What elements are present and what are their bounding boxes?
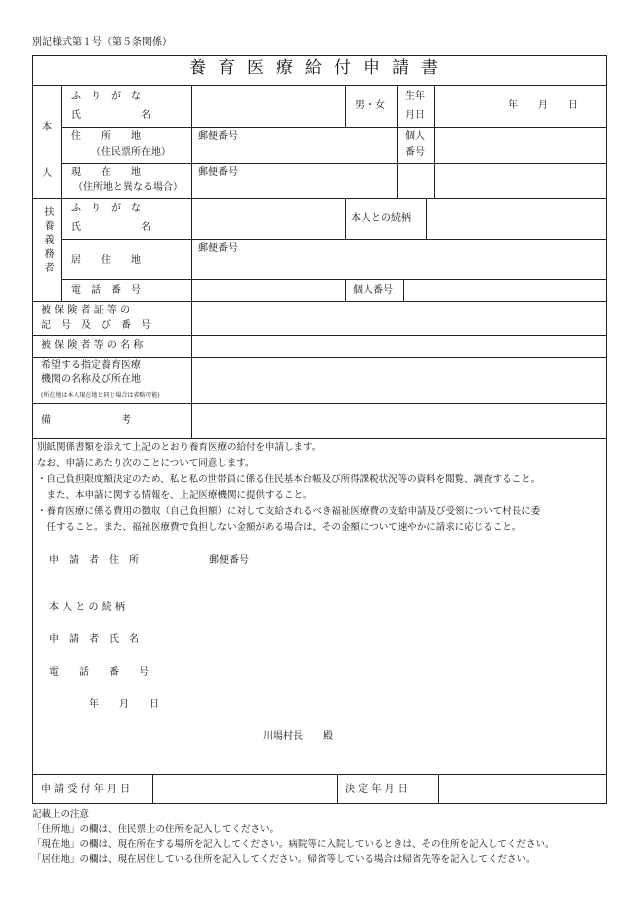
rule	[33, 357, 606, 358]
rule	[152, 774, 153, 804]
address-note: （住民票所在地）	[91, 147, 171, 158]
applicant-address-label: 申 請 者 住 所	[49, 555, 139, 566]
rule	[191, 85, 192, 439]
notes-heading: 記載上の注意	[32, 809, 90, 820]
note-item: 「住所地」の欄は、住民票上の住所を記入してください。	[32, 824, 280, 835]
kojin-label-1: 個人	[405, 131, 425, 142]
rule	[403, 279, 404, 302]
rule	[345, 198, 346, 240]
insurance-cert-label-1: 被 保 険 者 証 等 の	[41, 305, 131, 316]
address-label: 住 所 地	[71, 131, 141, 142]
birth-label-1: 生年	[405, 91, 425, 102]
rule	[33, 403, 606, 404]
honnin-label-2: 人	[42, 168, 52, 179]
kojin-label: 個人番号	[353, 285, 393, 296]
phone-label: 電 話 番 号	[49, 667, 149, 678]
postal-code-label: 郵便番号	[198, 131, 238, 142]
rule	[397, 85, 398, 199]
kojin-label-2: 番号	[405, 147, 425, 158]
relation-label: 本人との続柄	[351, 213, 411, 224]
addressee: 川場村長 殿	[263, 731, 333, 742]
honnin-label-1: 本	[42, 122, 52, 133]
furigana-label: ふ り が な	[71, 91, 141, 102]
statement-line: ・自己負担限度額決定のため、私と私の世帯員に係る住民基本台帳及び所得課税状況等の資料を閲覧、調査すること。	[37, 474, 541, 485]
postal-code-label: 郵便番号	[198, 243, 238, 254]
current-location-label: 現 在 地	[71, 167, 141, 178]
statement-line: また、本申請に関する情報を、上記医療機関に提供すること。	[37, 490, 313, 501]
relation-label: 本 人 と の 続 柄	[49, 602, 125, 613]
rule	[33, 774, 606, 775]
rule	[438, 774, 439, 804]
rule	[337, 774, 338, 804]
birth-label-2: 月日	[405, 110, 425, 121]
rule	[61, 279, 606, 280]
current-location-note: （住所地と異なる場合）	[73, 182, 183, 193]
postal-code-label: 郵便番号	[198, 167, 238, 178]
note-item: 「居住地」の欄は、現在居住している住所を記入してください。帰省等している場合は帰省先等を記入してください。	[32, 854, 536, 865]
name-label: 氏 名	[71, 110, 151, 121]
rule	[61, 163, 606, 164]
rule	[61, 239, 606, 240]
application-form	[32, 55, 607, 804]
remarks-label: 備 考	[41, 415, 131, 426]
residence-label: 居 住 地	[71, 255, 141, 266]
insurer-name-label: 被 保 険 者 等 の 名 称	[41, 340, 144, 351]
form-number: 別記様式第１号（第５条関係）	[32, 37, 172, 48]
rule	[434, 85, 435, 199]
rule	[33, 301, 606, 302]
postal-code-label: 郵便番号	[209, 555, 249, 566]
hospital-label-1: 希望する指定養育医療	[41, 360, 141, 371]
statement-line: ・養育医療に係る費用の徴収（自己負担額）に対して支給されるべき福祉医療費の支給申請及び受領について村長に委	[37, 506, 541, 517]
hospital-note: (所在地は本人現在地と同じ場合は省略可能)	[41, 392, 160, 399]
rule	[345, 85, 346, 128]
sex-field: 男・女	[355, 100, 385, 111]
rule	[426, 198, 427, 240]
hospital-label-2: 機関の名称及び所在地	[41, 374, 141, 385]
fuyo-label: 扶養義務者	[42, 206, 53, 276]
name-label: 氏 名	[71, 222, 151, 233]
statement-line: 別紙関係書類を添えて上記のとおり養育医療の給付を申請します。	[37, 442, 322, 453]
application-date: 年 月 日	[89, 699, 159, 710]
rule	[61, 85, 62, 302]
statement-line: なお、申請にあたり次のことについて同意します。	[37, 458, 255, 469]
birth-value: 年 月 日	[508, 100, 578, 111]
rule	[33, 438, 606, 439]
note-item: 「現在地」の欄は、現在所在する場所を記入してください。病院等に入院しているときは、その住所を記入してください。	[32, 839, 555, 850]
statement-line: 任すること。また、福祉医療費で負担しない金額がある場合は、その金額について速やかに請求に応じること。	[37, 522, 522, 533]
rule	[33, 335, 606, 336]
insurance-cert-label-2: 記 号 及 び 番 号	[41, 320, 151, 331]
rule	[33, 198, 606, 199]
form-title: 養育医療給付申請書	[189, 58, 450, 78]
received-date-label: 申 請 受 付 年 月 日	[41, 784, 131, 795]
applicant-name-label: 申 請 者 氏 名	[49, 634, 139, 645]
rule	[33, 85, 606, 86]
furigana-label: ふ り が な	[71, 203, 141, 214]
rule	[61, 127, 606, 128]
phone-label: 電 話 番 号	[71, 285, 141, 296]
decided-date-label: 決 定 年 月 日	[345, 784, 408, 795]
rule	[345, 279, 346, 302]
